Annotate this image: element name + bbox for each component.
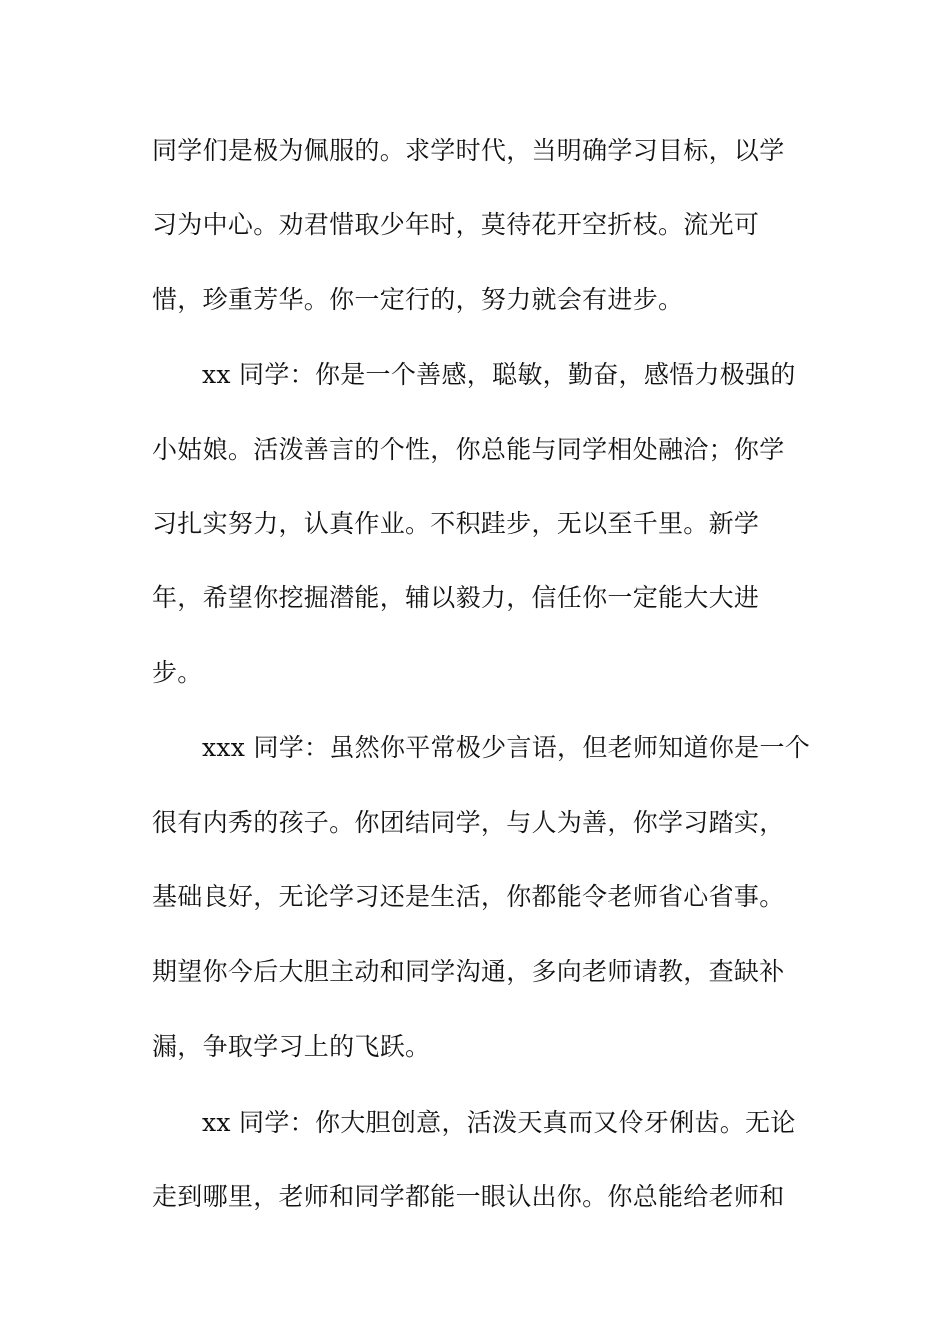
text-line: 走到哪里，老师和同学都能一眼认出你。你总能给老师和 xyxy=(152,1182,785,1211)
text-line: 年，希望你挖掘潜能，辅以毅力，信任你一定能大大进 xyxy=(152,583,760,612)
paragraph-start-line: xxx 同学：虽然你平常极少言语，但老师知道你是一个 xyxy=(202,733,811,762)
text-line: 习为中心。劝君惜取少年时，莫待花开空折枝。流光可 xyxy=(152,210,760,239)
text-line: 漏，争取学习上的飞跃。 xyxy=(152,1032,431,1061)
text-line: 基础良好，无论学习还是生活，你都能令老师省心省事。 xyxy=(152,882,785,911)
text-line: 期望你今后大胆主动和同学沟通，多向老师请教，查缺补 xyxy=(152,957,785,986)
paragraph-start-line: xx 同学：你大胆创意，活泼天真而又伶牙俐齿。无论 xyxy=(202,1108,796,1137)
text-line: 习扎实努力，认真作业。不积跬步，无以至千里。新学 xyxy=(152,509,760,538)
text-line: 步。 xyxy=(152,658,203,687)
text-line: 惜，珍重芳华。你一定行的，努力就会有进步。 xyxy=(152,285,684,314)
paragraph-start-line: xx 同学：你是一个善感，聪敏，勤奋，感悟力极强的 xyxy=(202,360,796,389)
text-line: 同学们是极为佩服的。求学时代，当明确学习目标，以学 xyxy=(152,136,785,165)
text-line: 很有内秀的孩子。你团结同学，与人为善，你学习踏实， xyxy=(152,808,785,837)
text-line: 小姑娘。活泼善言的个性，你总能与同学相处融洽；你学 xyxy=(152,435,785,464)
